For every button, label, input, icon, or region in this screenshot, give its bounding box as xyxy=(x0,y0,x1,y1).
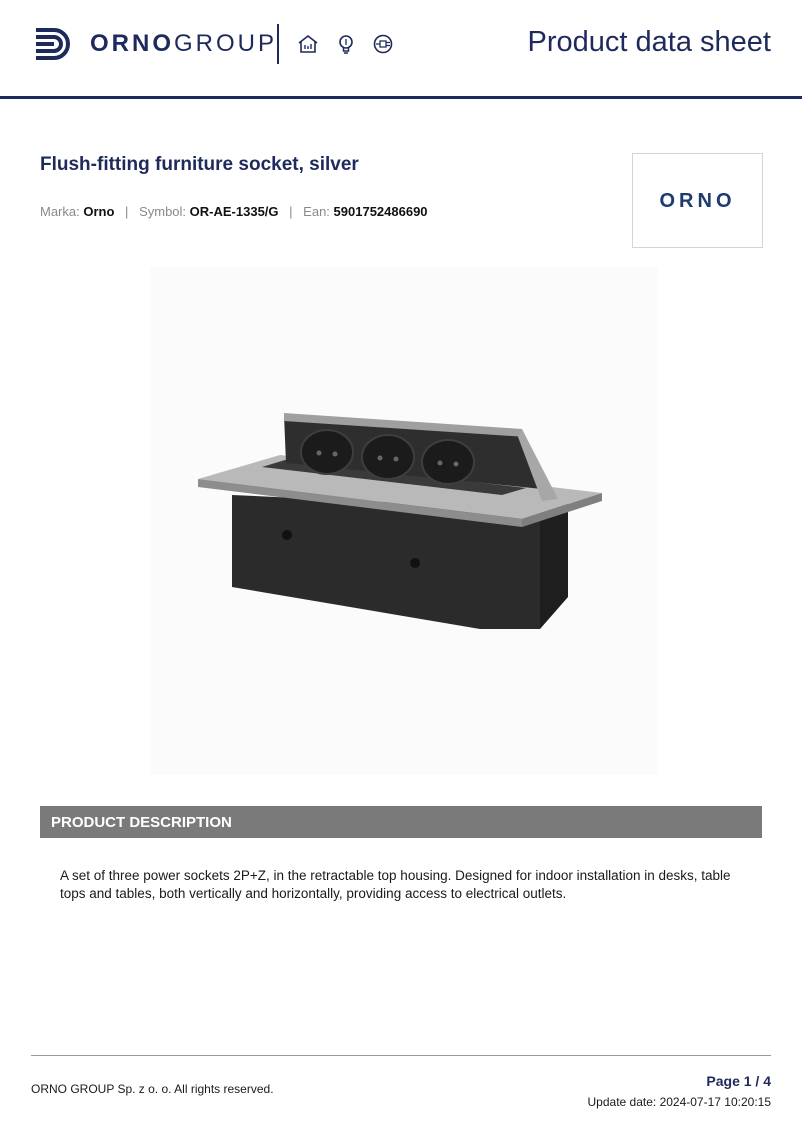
brand-logo-box xyxy=(632,153,763,248)
furniture-socket-illustration xyxy=(150,267,658,775)
ean-value: 5901752486690 xyxy=(333,204,428,219)
power-plug-icon xyxy=(372,33,394,55)
product-image xyxy=(150,267,658,775)
marka-value: Orno xyxy=(83,204,115,219)
section-header-product-description xyxy=(40,806,762,838)
symbol-label: Symbol: xyxy=(139,204,187,219)
section-title: PRODUCT DESCRIPTION xyxy=(51,814,232,831)
product-meta xyxy=(40,204,428,219)
header-rule xyxy=(0,96,802,99)
orno-logo-icon xyxy=(34,24,76,64)
copyright-text: ORNO GROUP Sp. z o. o. All rights reserved. xyxy=(31,1082,274,1096)
logo-light: GROUP xyxy=(174,30,278,57)
lightbulb-icon xyxy=(335,33,357,55)
house-icon xyxy=(297,33,319,55)
header-divider xyxy=(277,24,279,64)
brand-logo-text: ORNO xyxy=(659,190,736,212)
meta-separator: | xyxy=(125,204,129,219)
page-number: Page 1 / 4 xyxy=(706,1073,771,1089)
symbol-value: OR-AE-1335/G xyxy=(189,204,279,219)
update-date: Update date: 2024-07-17 10:20:15 xyxy=(587,1095,771,1109)
logo-bold: ORNO xyxy=(90,30,174,57)
marka-label: Marka: xyxy=(40,204,80,219)
meta-separator: | xyxy=(289,204,293,219)
company-logo-text xyxy=(90,30,277,58)
ean-label: Ean: xyxy=(303,204,330,219)
footer-rule xyxy=(31,1055,771,1056)
document-title: Product data sheet xyxy=(527,26,771,58)
page-header xyxy=(0,0,802,98)
product-title: Flush-fitting furniture socket, silver xyxy=(40,154,359,175)
product-description: A set of three power sockets 2P+Z, in the retractable top housing. Designed for indoor installation in desks, table tops and tables, both vertically and horizontally, providing access to electrical outlets. xyxy=(60,868,731,901)
